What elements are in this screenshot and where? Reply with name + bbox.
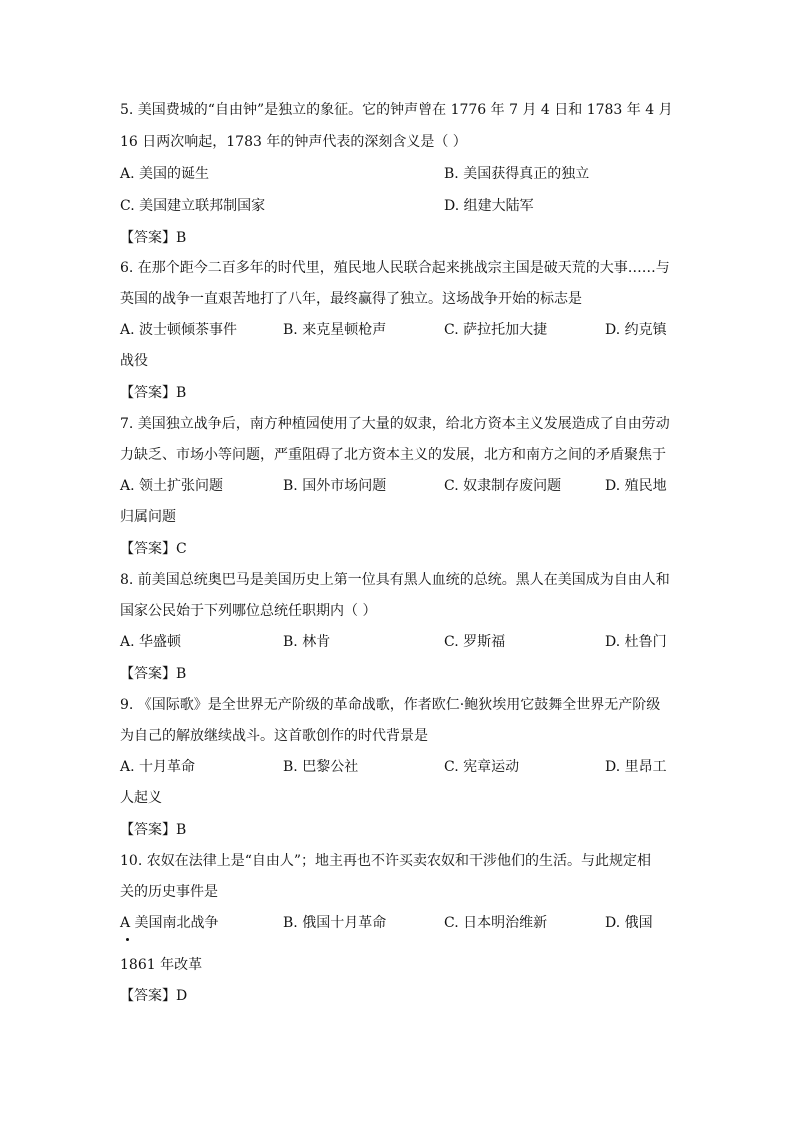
q6-option-c: C. 萨拉托加大捷 (444, 322, 548, 338)
q5-option-a: A. 美国的诞生 (120, 166, 210, 182)
q5-stem-line1: 5. 美国费城的“自由钟”是独立的象征。它的钟声曾在 1776 年 7 月 4 日和 1783 年 4 月 (120, 102, 673, 118)
q8-option-c: C. 罗斯福 (444, 634, 506, 650)
q9-option-tail: 人起义 (120, 790, 162, 806)
q10-option-a: A 美国南北战争 (120, 915, 219, 931)
q5-stem-line2: 16 日两次响起，1783 年的钟声代表的深刻含义是（ ） (120, 134, 467, 150)
q9-option-d: D. 里昂工 (605, 759, 667, 775)
q7-answer: 【答案】C (120, 541, 187, 557)
q8-options-row (120, 632, 680, 652)
q10-option-b: B. 俄国十月革命 (283, 915, 387, 931)
q8-option-b: B. 林肯 (283, 634, 331, 650)
q6-option-tail: 战役 (120, 353, 148, 369)
q10-answer: 【答案】D (120, 988, 188, 1004)
stray-dot-mark (126, 938, 129, 941)
q5-option-b: B. 美国获得真正的独立 (444, 166, 590, 182)
q10-stem-line2: 关的历史事件是 (120, 884, 218, 900)
q6-stem-line2: 英国的战争一直艰苦地打了八年，最终赢得了独立。这场战争开始的标志是 (120, 291, 582, 307)
q9-answer: 【答案】B (120, 822, 187, 838)
q7-option-c: C. 奴隶制存废问题 (444, 478, 562, 494)
q7-stem-line1: 7. 美国独立战争后，南方种植园使用了大量的奴隶，给北方资本主义发展造成了自由劳动 (120, 416, 670, 432)
q7-option-tail: 归属问题 (120, 509, 176, 525)
q9-stem-line1: 9. 《国际歌》是全世界无产阶级的革命战歌，作者欧仁·鲍狄埃用它鼓舞全世界无产阶级 (120, 697, 661, 713)
q7-stem-line2: 力缺乏、市场小等问题，严重阻碍了北方资本主义的发展，北方和南方之间的矛盾聚焦于 (120, 447, 666, 463)
q6-option-b: B. 来克星顿枪声 (283, 322, 387, 338)
q5-option-d: D. 组建大陆军 (444, 198, 534, 214)
q5-options-row2 (120, 196, 680, 216)
q5-answer: 【答案】B (120, 230, 187, 246)
q10-options-row (120, 913, 680, 933)
q9-stem-line2: 为自己的解放继续战斗。这首歌创作的时代背景是 (120, 728, 428, 744)
q6-option-d: D. 约克镇 (605, 322, 667, 338)
q8-stem-line2: 国家公民始于下列哪位总统任职期内（ ） (120, 603, 377, 619)
q10-option-d: D. 俄国 (605, 915, 653, 931)
q8-option-a: A. 华盛顿 (120, 634, 182, 650)
q10-stem-line1: 10. 农奴在法律上是“自由人”；地主再也不许买卖农奴和干涉他们的生活。与此规定相 (120, 853, 652, 869)
q7-option-a: A. 领土扩张问题 (120, 478, 224, 494)
q10-option-c: C. 日本明治维新 (444, 915, 548, 931)
q5-options-row1 (120, 164, 680, 184)
q10-option-tail: 1861 年改革 (120, 957, 203, 973)
q5-option-c: C. 美国建立联邦制国家 (120, 198, 266, 214)
q9-options-row (120, 757, 680, 777)
q7-options-row (120, 476, 680, 496)
q9-option-a: A. 十月革命 (120, 759, 196, 775)
q8-answer: 【答案】B (120, 666, 187, 682)
q6-stem-line1: 6. 在那个距今二百多年的时代里，殖民地人民联合起来挑战宗主国是破天荒的大事……与 (120, 260, 670, 276)
q7-option-d: D. 殖民地 (605, 478, 667, 494)
q8-option-d: D. 杜鲁门 (605, 634, 667, 650)
q6-answer: 【答案】B (120, 385, 187, 401)
q8-stem-line1: 8. 前美国总统奥巴马是美国历史上第一位具有黑人血统的总统。黑人在美国成为自由人和 (120, 572, 670, 588)
q6-option-a: A. 波士顿倾茶事件 (120, 322, 238, 338)
q6-options-row (120, 320, 680, 340)
q9-option-c: C. 宪章运动 (444, 759, 520, 775)
q7-option-b: B. 国外市场问题 (283, 478, 387, 494)
q9-option-b: B. 巴黎公社 (283, 759, 359, 775)
